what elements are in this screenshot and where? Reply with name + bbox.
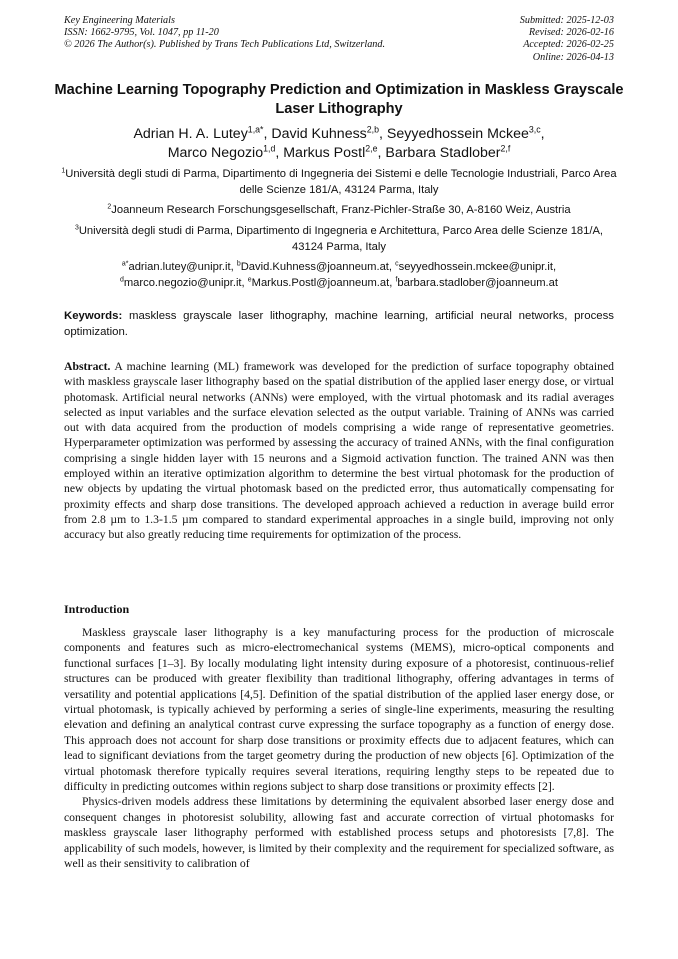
- author-affiliation-marker: 2,e: [365, 143, 378, 154]
- email-address: marco.negozio@unipr.it: [123, 276, 242, 289]
- email-marker: c: [395, 260, 399, 268]
- email-separator: ,: [552, 261, 557, 273]
- keywords: [64, 309, 614, 340]
- copyright-line: © 2026 The Author(s). Published by Trans Tech Publications Ltd, Switzerland.: [64, 39, 386, 51]
- email-address: adrian.lutey@unipr.it: [128, 261, 231, 273]
- author-name: Marco Negozio: [167, 145, 264, 161]
- author-affiliation-marker: 2,f: [500, 143, 511, 154]
- email-separator: ,: [241, 276, 248, 289]
- author-name: Adrian H. A. Lutey: [133, 126, 248, 142]
- affiliation-3: [60, 224, 618, 255]
- email-separator: ,: [388, 261, 396, 273]
- journal-info: [64, 15, 385, 52]
- email-marker: e: [247, 275, 252, 283]
- affiliation-text: Università degli studi di Parma, Dipartimento di Ingegneria dei Sistemi e delle Tecnologie Industriali, Parco Area delle Scienze 181/A, 43124 Parma, Italy: [65, 168, 617, 196]
- affiliation-2: [60, 203, 618, 219]
- author-name: Seyyedhossein Mckee: [386, 126, 529, 142]
- online-date: Online: 2026-04-13: [532, 51, 614, 63]
- keywords-label: Keywords:: [64, 310, 123, 322]
- author-list: [40, 125, 638, 163]
- author-separator: ,: [275, 145, 284, 161]
- paper-title: Machine Learning Topography Prediction and Optimization in Maskless Grayscale Laser Lithography: [54, 82, 624, 117]
- abstract-label: Abstract.: [64, 360, 111, 373]
- email-address: seyyedhossein.mckee@unipr.it: [398, 261, 553, 273]
- email-address: David.Kuhness@joanneum.at: [240, 261, 389, 273]
- email-address: Markus.Postl@joanneum.at: [251, 276, 390, 289]
- author-affiliation-marker: 3,c: [528, 124, 541, 135]
- section-body: [64, 625, 614, 872]
- affiliation-text: Joanneum Research Forschungsgesellschaft, Franz-Pichler-Straße 30, A-8160 Weiz, Austria: [111, 204, 571, 216]
- affiliation-number: 2: [107, 203, 112, 211]
- author-name: Barbara Stadlober: [385, 145, 501, 161]
- author-affiliation-marker: 1,d: [263, 143, 276, 154]
- author-affiliation-marker: 2,b: [366, 124, 380, 135]
- abstract: [64, 359, 614, 543]
- author-affiliation-marker: 1,a*: [247, 124, 264, 135]
- paragraph: Maskless grayscale laser lithography is a key manufacturing process for the production of microscale components and features such as micro-electromechanical systems (MEMS), micro-optical components and functional surfaces [1–3]. By locally modulating light intensity during exposure of a photoresist, continuous-relief structures can be produced with greater flexibility than traditional lithography, offering advantages in terms of versatility and potential applications [4,5]. Definition of the spatial distribution of the applied laser energy dose, or virtual photomask, is typically achieved by performing a series of single-line experiments, measuring the resulting elevation and defining an analytical contrast curve expressing the surface topography as a function of energy dose. This approach does not account for sharp dose transitions or proximity effects due to adjacent features, which can lead to significant deviations from the target geometry during the production of new objects [6]. Optimization of the virtual photomask therefore typically requires several iterations, requiring lengthy steps to be repeated due to difficulty in predicting outcomes within regions subject to sharp dose transitions or proximity effects [2].: [64, 626, 614, 794]
- journal-issn: ISSN: 1662-9795, Vol. 1047, pp 11-20: [64, 27, 219, 39]
- affiliation-number: 3: [74, 224, 79, 232]
- journal-name: Key Engineering Materials: [64, 15, 175, 26]
- author-separator: ,: [540, 126, 545, 142]
- abstract-text: A machine learning (ML) framework was developed for the prediction of surface topography obtained with maskless grayscale laser lithography based on the spatial distribution of the applied laser energy dose, or virtual photomask. Artificial neural networks (ANNs) were employed, with the virtual photomask and its radial averages selected as input variables and the surface elevation selected as the output variable. Training of ANNs was carried out with data acquired from the production of models comprising a wide range of representative geometries. Hyperparameter optimization was performed by assessing the accuracy of trained ANNs, with the final configuration comprising a single hidden layer with 15 neurons and a Sigmoid activation function. The trained ANN was then employed within an iterative optimization algorithm to determine the best virtual photomask for the production of new objects by updating the virtual photomask based on the predicted error, thus automatically compensating for proximity effects and sharp dose transitions. The developed approach achieved a reduction in average build error from 2.8 µm to 1.3-1.5 µm compared to standard experimental approaches in a single build, improving not only accuracy but also greatly reducing time requirements for optimization of the process.: [64, 360, 614, 542]
- revised-date: Revised: 2026-02-16: [528, 27, 614, 39]
- email-marker: d: [119, 275, 124, 283]
- email-list: [60, 260, 618, 291]
- email-marker: b: [236, 260, 241, 268]
- accepted-date: Accepted: 2026-02-25: [523, 39, 614, 51]
- publication-dates: [520, 15, 614, 64]
- section-heading: Introduction: [64, 602, 130, 616]
- email-marker: f: [395, 275, 398, 283]
- email-marker: a*: [121, 260, 129, 268]
- author-name: David Kuhness: [271, 126, 367, 142]
- author-separator: ,: [379, 126, 387, 142]
- affiliation-number: 1: [61, 167, 66, 175]
- affiliation-1: [60, 167, 618, 198]
- email-separator: ,: [230, 261, 237, 273]
- keywords-text: maskless grayscale laser lithography, machine learning, artificial neural networks, process optimization.: [64, 310, 614, 338]
- paragraph: Physics-driven models address these limitations by determining the equivalent absorbed laser energy dose and consequent changes in photoresist solubility, allowing fast and accurate correction of virtual photomasks for maskless grayscale laser lithography performed with established process setups and photoresists [7,8]. The applicability of such models, however, is limited by their complexity and the requirement for specialized software, as well as their sensitivity to calibration of: [64, 795, 614, 871]
- author-separator: ,: [377, 145, 386, 161]
- submitted-date: Submitted: 2025-12-03: [519, 15, 614, 26]
- email-address: barbara.stadlober@joanneum.at: [397, 276, 558, 289]
- affiliation-text: Università degli studi di Parma, Dipartimento di Ingegneria e Architettura, Parco Area delle Scienze 181/A, 43124 Parma, Italy: [78, 225, 604, 253]
- email-separator: ,: [389, 276, 396, 289]
- author-separator: ,: [263, 126, 272, 142]
- author-name: Markus Postl: [283, 145, 366, 161]
